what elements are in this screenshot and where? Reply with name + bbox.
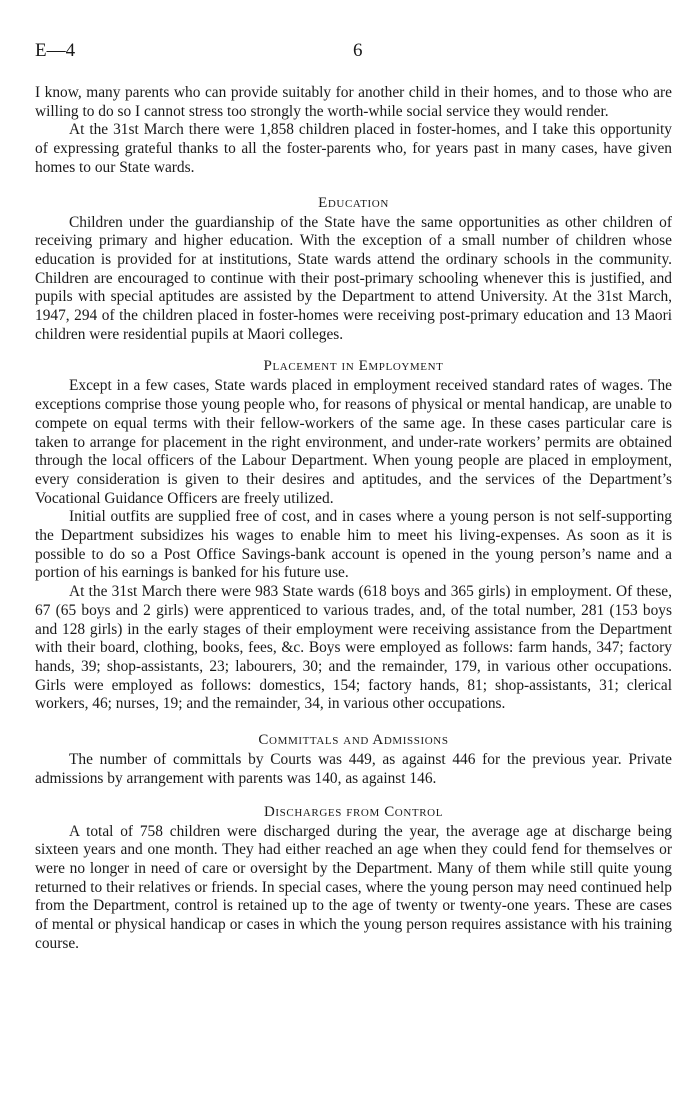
education-paragraph-1: Children under the guardianship of the State have the same opportunities as other children of receiving primary and higher education. With the exception of a small number of children whose education is provided for at institutions, State wards attend the ordinary schools in the community. Children are encouraged to continue with their post-primary schooling whenever this is justified, and pupils with special aptitudes are assisted by the Department to attend University. At the 31st March, 1947, 294 of the children placed in foster-homes were receiving post-primary education and 13 Maori children were residential pupils at Maori colleges. <box>35 213 672 343</box>
placement-paragraph-3: At the 31st March there were 983 State wards (618 boys and 365 girls) in employment. Of these, 67 (65 boys and 2 girls) were apprenticed to various trades, and, of the total number, 281 (153 boys and 128 girls) in the early stages of their employment were receiving assistance from the Department with their board, clothing, books, fees, &c. Boys were employed as follows: farm hands, 347; factory hands, 39; shop-assistants, 23; labourers, 30; and the remainder, 179, in various other occupations. Girls were employed as follows: domestics, 154; factory hands, 81; shop-assistants, 31; clerical workers, 46; nurses, 19; and the remainder, 34, in various other occupations. <box>35 583 672 713</box>
section-heading-placement: Placement in Employment <box>263 358 444 375</box>
intro-paragraph-2: At the 31st March there were 1,858 children placed in foster-homes, and I take this opportunity of expressing grateful thanks to all the foster-parents who, for years past in many cases, have given homes to our State wards. <box>35 121 672 176</box>
discharges-paragraph-1: A total of 758 children were discharged during the year, the average age at discharge being sixteen years and one month. They had either reached an age when they could fend for themselves or were no longer in need of care or oversight by the Department. Many of them while still quite young returned to their relatives or friends. In special cases, where the young person may need continued help from the Department, control is retained up to the age of twenty or twenty-one years. These are cases of mental or physical handicap or cases in which the young person requires assistance with his training course. <box>35 822 672 952</box>
section-heading-education: Education <box>318 194 389 211</box>
committals-paragraph-1: The number of committals by Courts was 449, as against 446 for the previous year. Private admissions by arrangement with parents was 140, as against 146. <box>35 751 672 787</box>
placement-paragraph-2: Initial outfits are supplied free of cost, and in cases where a young person is not self-supporting the Department subsidizes his wages to enable him to meet his living-expenses. As soon as it is possible to do so a Post Office Savings-bank account is opened in the young person’s name and a portion of his earnings is banked for his future use. <box>35 508 672 582</box>
page-body <box>35 84 672 953</box>
report-reference: E—4 <box>35 40 76 61</box>
placement-paragraph-1: Except in a few cases, State wards placed in employment received standard rates of wages. The exceptions comprise those young people who, for reasons of physical or mental handicap, are unable to compete on equal terms with their fellow-workers of the same age. In these cases particular care is taken to arrange for placement in the right environment, and under-rate workers’ permits are obtained through the local officers of the Labour Department. When young people are placed in employment, every consideration is given to their desires and aptitudes, and the services of the Department’s Vocational Guidance Officers are freely utilized. <box>35 377 672 507</box>
intro-paragraph-1: I know, many parents who can provide suitably for another child in their homes, and to those who are willing to do so I cannot stress too strongly the worth-while social service they would render. <box>35 84 672 120</box>
section-heading-committals: Committals and Admissions <box>258 732 449 749</box>
page-number: 6 <box>353 40 363 61</box>
running-header <box>35 40 672 64</box>
section-heading-discharges: Discharges from Control <box>263 803 444 820</box>
